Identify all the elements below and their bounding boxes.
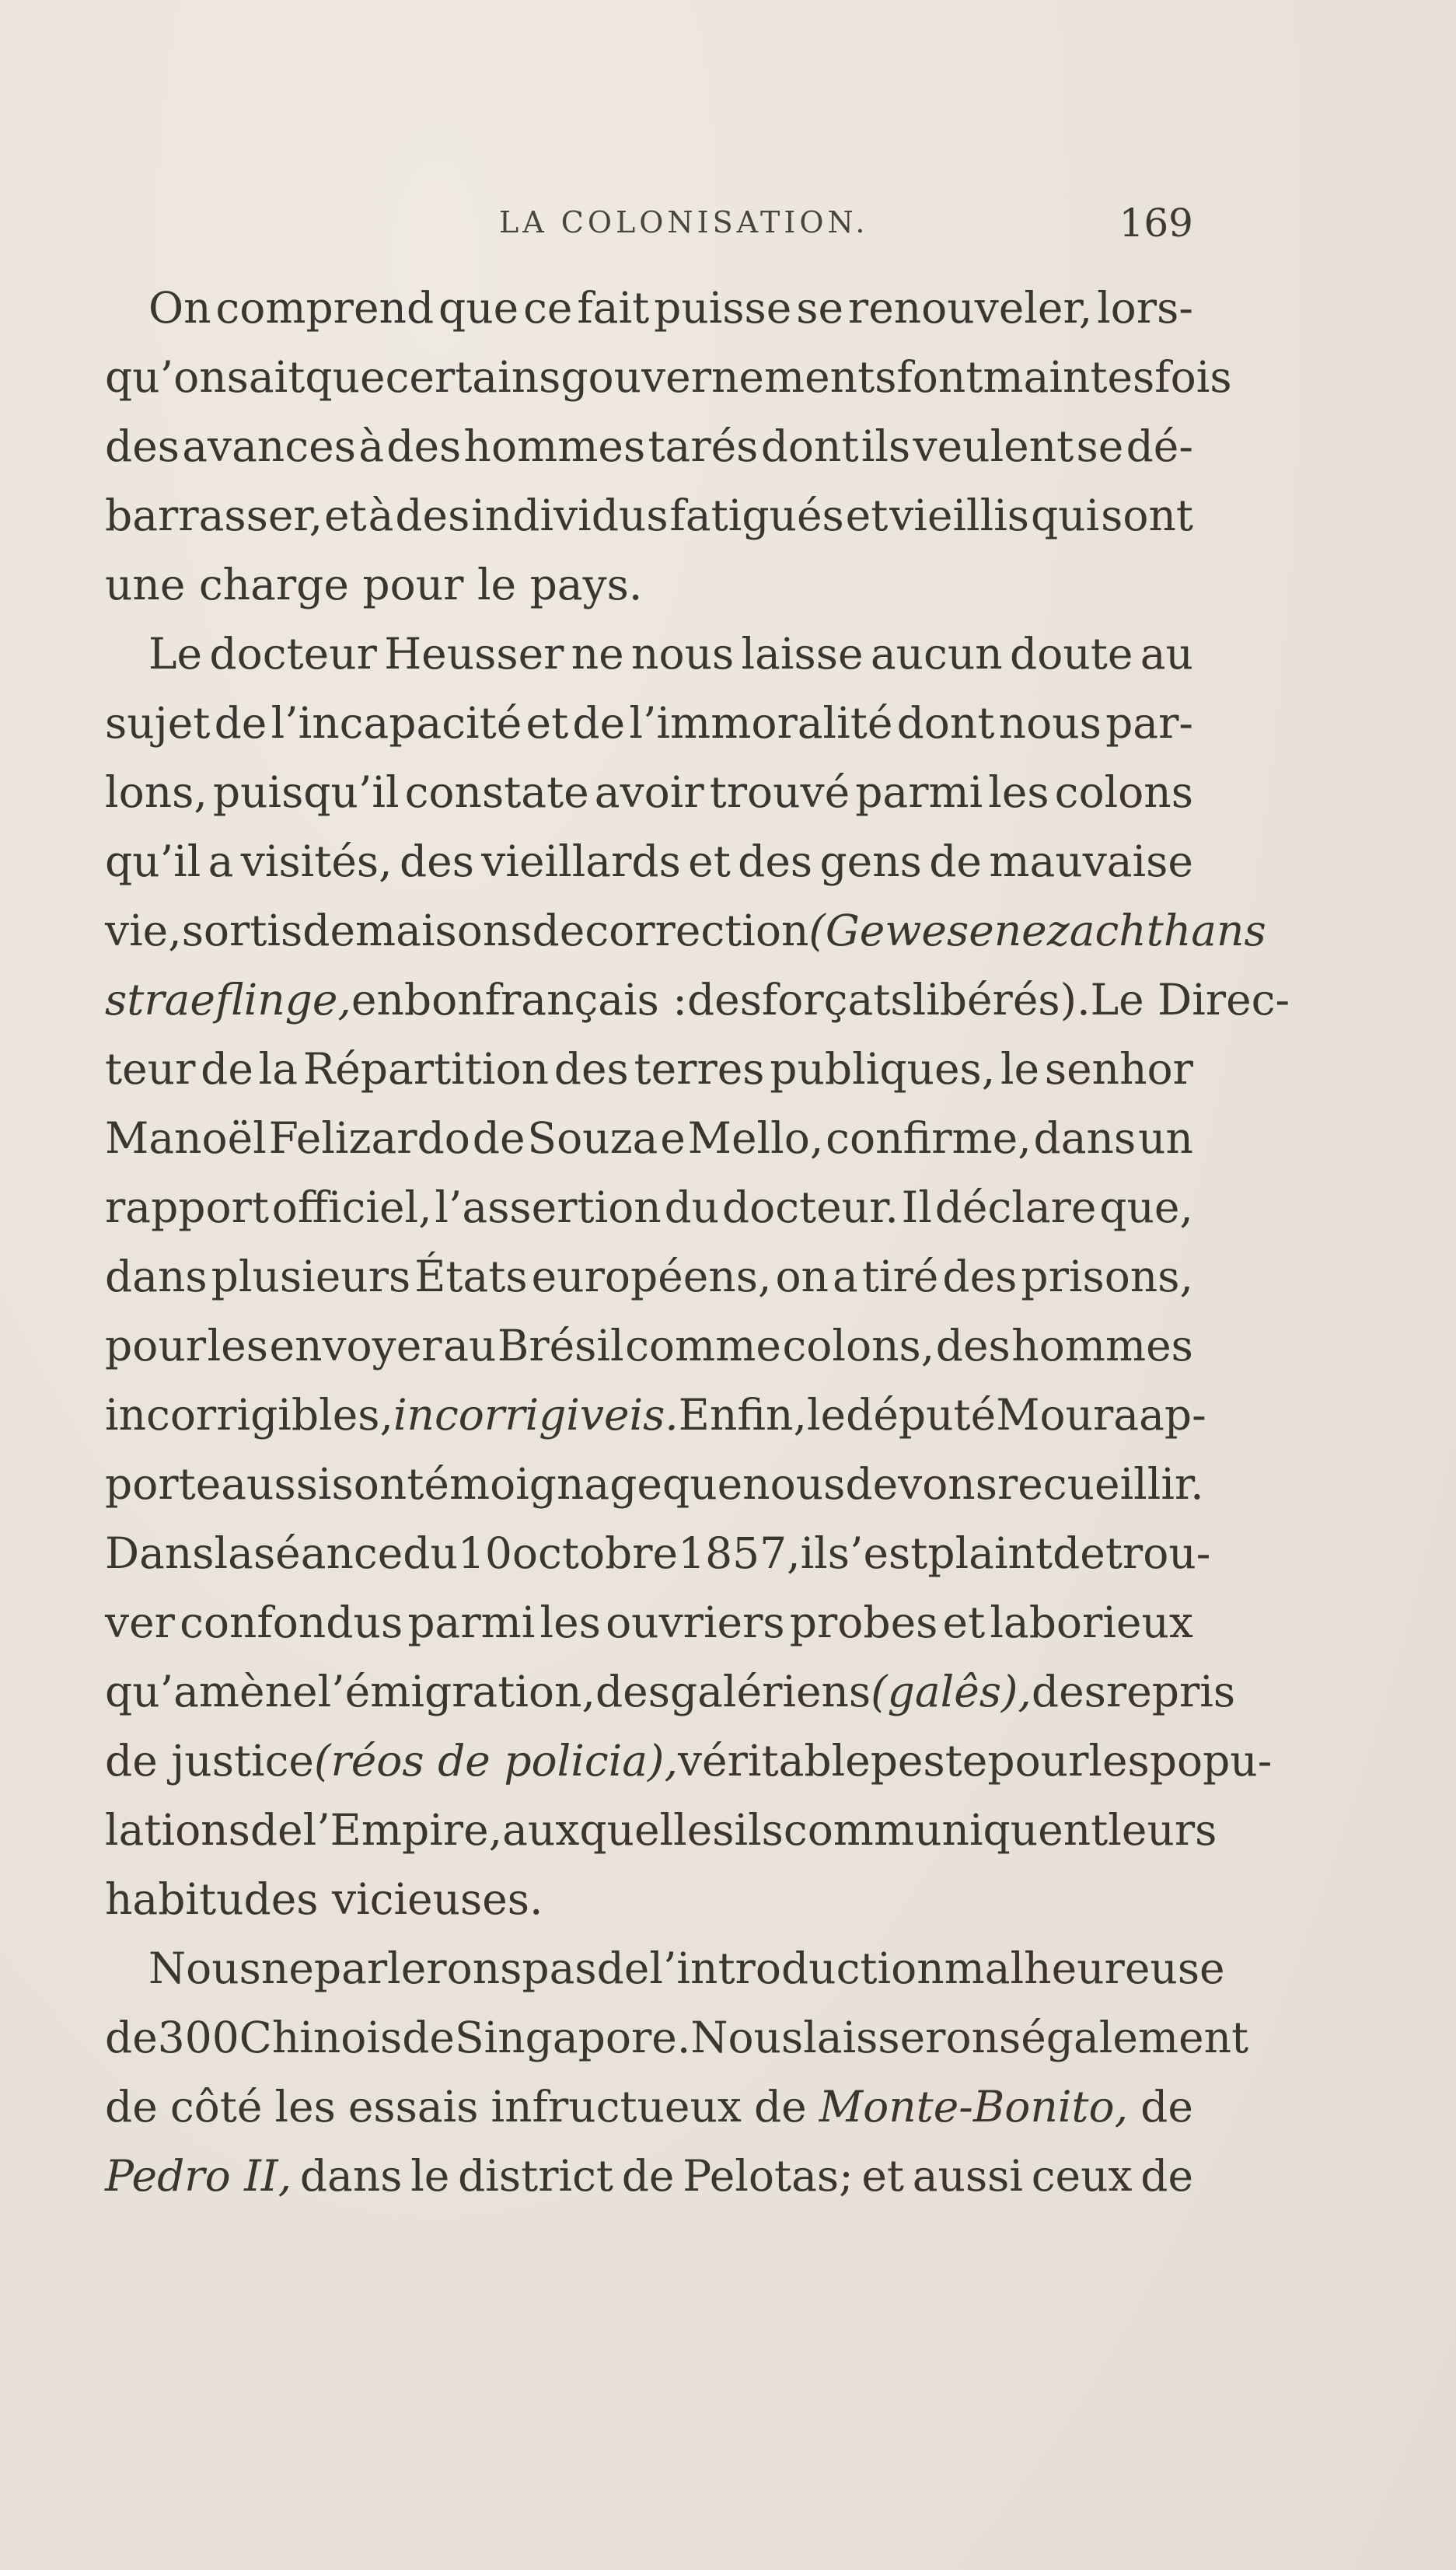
word: séance [253, 1528, 403, 1578]
word: dans [299, 2151, 403, 2201]
word: parmi [407, 1598, 536, 1647]
word: e [660, 1113, 686, 1163]
word: 300 [157, 2013, 239, 2062]
word: ce [523, 283, 573, 333]
text-line [105, 1588, 1193, 1657]
word: Le [148, 629, 203, 679]
word: nous [631, 629, 735, 679]
word: qu’on [105, 352, 227, 402]
word: auxquelles [502, 1805, 735, 1855]
word: que [305, 352, 386, 402]
word: Il [901, 1182, 932, 1232]
word: pour [105, 1321, 207, 1371]
word: des [595, 1667, 670, 1716]
word: Singapore. [454, 2013, 691, 2062]
word: de [753, 2082, 807, 2132]
word: vie, [105, 906, 182, 955]
word: l’introduction [649, 1943, 944, 1993]
word: des [738, 836, 813, 886]
word: hommes [463, 421, 646, 471]
word: Heusser [384, 629, 564, 679]
text-line [105, 481, 1193, 550]
text-line [105, 758, 1193, 827]
word: individus [471, 491, 669, 540]
word: a [208, 836, 234, 886]
word: ceux [1031, 2151, 1133, 2201]
word: et [688, 836, 731, 886]
text-line [105, 1104, 1193, 1173]
word: l’incapacité [271, 698, 522, 748]
word: (galês), [871, 1667, 1032, 1716]
word: Mello, [687, 1113, 824, 1163]
word: Manoël [105, 1113, 267, 1163]
text-line [105, 1727, 1273, 1796]
word: incorrigibles, [105, 1390, 393, 1440]
word: galériens [669, 1667, 871, 1716]
word: les [274, 2082, 336, 2132]
word: le [806, 1390, 847, 1440]
word: député [846, 1390, 997, 1440]
text-line [105, 1519, 1211, 1588]
word: Pedro II, [105, 2151, 292, 2201]
word: les [539, 1598, 601, 1647]
word: avoir [594, 767, 704, 817]
word: On [148, 283, 211, 333]
word: Le Direc- [1090, 975, 1290, 1025]
word: déclare [934, 1182, 1097, 1232]
word: l’assertion [435, 1182, 662, 1232]
word: essais [347, 2082, 479, 2132]
word: malheureuse [944, 1943, 1225, 1993]
word: mauvaise [989, 836, 1193, 886]
word: Nous [690, 2013, 804, 2062]
word: en [351, 975, 404, 1025]
word: fois [1154, 352, 1232, 402]
word: la [214, 1528, 253, 1578]
word: l’émigration, [317, 1667, 595, 1716]
word: à [368, 491, 394, 540]
word: tarés [648, 421, 759, 471]
text-line [105, 965, 1290, 1035]
text-line [105, 1381, 1206, 1450]
word: leurs [1108, 1805, 1217, 1855]
word: de [201, 1044, 253, 1094]
text-line [105, 2003, 1249, 2072]
word: Chinois [239, 2013, 403, 2062]
word: ap- [1139, 1390, 1206, 1440]
word: des [686, 975, 762, 1025]
word: de [1140, 2151, 1193, 2201]
text-line [105, 1311, 1193, 1381]
word: colons, [782, 1321, 935, 1371]
word: infructueux [491, 2082, 742, 2132]
word: le [1000, 1044, 1040, 1094]
word: du [403, 1528, 458, 1578]
text-line [105, 1173, 1193, 1242]
word: dans [1033, 1113, 1137, 1163]
text-line [105, 1450, 1204, 1519]
word: et [845, 491, 889, 540]
word: ver [105, 1598, 175, 1647]
word: sait [226, 352, 306, 402]
word: au [1140, 629, 1193, 679]
page-header [105, 201, 1193, 263]
text-line [105, 343, 1232, 412]
text-line [105, 1796, 1217, 1865]
word: dé- [1126, 421, 1193, 471]
word: également [1021, 2013, 1249, 2062]
word: confirme, [826, 1113, 1032, 1163]
word: Pelotas; [683, 2151, 854, 2201]
word: devons [845, 1459, 997, 1509]
word: et [525, 698, 569, 748]
word: qu’amène [105, 1667, 318, 1716]
text-line [105, 1242, 1193, 1311]
word: aucun [870, 629, 1003, 679]
word: aussi [912, 2151, 1023, 2201]
word: lors- [1097, 283, 1193, 333]
word: les [207, 1321, 268, 1371]
text-line [105, 1035, 1193, 1104]
word: straeflinge, [105, 975, 351, 1025]
word: plusieurs [211, 1252, 411, 1301]
word: lations [105, 1805, 250, 1855]
word: recueillir. [997, 1459, 1204, 1509]
word: de [302, 906, 356, 955]
word: laisserons [803, 2013, 1021, 2062]
word: publiques, [770, 1044, 996, 1094]
word: bon [403, 975, 485, 1025]
text-line [105, 2142, 1193, 2211]
word: par- [1105, 698, 1193, 748]
word: aussi [221, 1459, 332, 1509]
word: s’est [827, 1528, 928, 1578]
word: Brésil [497, 1321, 624, 1371]
word: gens [819, 836, 922, 886]
word: de [1053, 1528, 1105, 1578]
word: qu’il [105, 836, 201, 886]
word: sortis [181, 906, 303, 955]
word: de [105, 2013, 158, 2062]
word: libérés). [912, 975, 1091, 1025]
text-line [105, 896, 1266, 965]
word: Enfin, [678, 1390, 807, 1440]
word: ouvriers [606, 1598, 785, 1647]
text-line [105, 1657, 1236, 1727]
text-line [105, 620, 1193, 689]
word: ne [571, 629, 624, 679]
word: les [1088, 1736, 1150, 1786]
word: senhor [1044, 1044, 1193, 1094]
paragraph [105, 274, 1232, 620]
word: vieillards [481, 836, 681, 886]
word: l’Empire, [302, 1805, 503, 1855]
word: prisons, [1021, 1252, 1193, 1301]
word: fait [577, 283, 650, 333]
word: de [929, 836, 982, 886]
word: se [1076, 421, 1124, 471]
word: communiquent [783, 1805, 1109, 1855]
paragraph [105, 620, 1290, 1934]
word: véritable [677, 1736, 871, 1786]
word: de [214, 698, 267, 748]
word: de [402, 2013, 455, 2062]
word: vieillis [889, 491, 1030, 540]
word: laborieux [990, 1598, 1193, 1647]
word: Souza [527, 1113, 658, 1163]
word: l’immoralité [629, 698, 893, 748]
word: une charge pour le pays. [105, 560, 643, 609]
word: docteur. [721, 1182, 899, 1232]
word: et [942, 1598, 986, 1647]
word: ils [861, 421, 911, 471]
word: zachthans [1046, 906, 1266, 955]
word: teur [105, 1044, 196, 1094]
word: des [553, 1044, 629, 1094]
text-line [105, 1865, 1193, 1934]
word: Dans [105, 1528, 215, 1578]
word: district [458, 2151, 613, 2201]
paragraph [105, 1934, 1249, 2211]
word: de [621, 2151, 675, 2201]
word: il [800, 1528, 828, 1578]
word: pas [522, 1943, 597, 1993]
word: puisse [654, 283, 792, 333]
word: puisqu’il [212, 767, 400, 817]
word: nous [742, 1459, 846, 1509]
word: on [775, 1252, 829, 1301]
word: font [896, 352, 983, 402]
word: ils [734, 1805, 784, 1855]
word: maintes [983, 352, 1155, 402]
word: le [410, 2151, 450, 2201]
word: doute [1010, 629, 1133, 679]
word: des [386, 421, 462, 471]
word: a [833, 1252, 858, 1301]
word: terres [634, 1044, 765, 1094]
body-text [105, 274, 1290, 2211]
word: des [935, 1321, 1011, 1371]
word: forçats [761, 975, 913, 1025]
text-line [105, 2072, 1193, 2142]
word: que [662, 1459, 743, 1509]
word: laisse [741, 629, 864, 679]
word: au [443, 1321, 497, 1371]
word: et [324, 491, 367, 540]
word: (Gewesene [808, 906, 1047, 955]
word: habitudes vicieuses. [105, 1874, 543, 1924]
word: nous [998, 698, 1102, 748]
word: des [399, 836, 474, 886]
word: du [664, 1182, 720, 1232]
word: à [358, 421, 384, 471]
word: confondus [180, 1598, 403, 1647]
text-line [105, 274, 1193, 343]
word: de [572, 698, 626, 748]
word: dont [760, 421, 859, 471]
text-line [105, 689, 1193, 758]
word: de justice [105, 1736, 314, 1786]
word: comprend [215, 283, 435, 333]
text-line [105, 1934, 1225, 2003]
word: de [596, 1943, 650, 1993]
word: et [861, 2151, 905, 2201]
page-number: 169 [1119, 201, 1193, 246]
word: les [988, 767, 1049, 817]
word: pour [987, 1736, 1089, 1786]
text-line [105, 550, 1193, 620]
word: Nous [148, 1943, 261, 1993]
word: colons [1054, 767, 1193, 817]
word: porte [105, 1459, 222, 1509]
word: tiré [861, 1252, 939, 1301]
word: des [1031, 1667, 1106, 1716]
word: rapport [105, 1182, 270, 1232]
word: un [1138, 1113, 1193, 1163]
word: repris [1105, 1667, 1236, 1716]
word: probes [789, 1598, 938, 1647]
word: Felizardo [268, 1113, 470, 1163]
word: octobre [512, 1528, 679, 1578]
word: popu- [1149, 1736, 1273, 1786]
word: 10 [457, 1528, 512, 1578]
word: renouveler, [847, 283, 1093, 333]
word: États [414, 1252, 528, 1301]
word: Monte-Bonito, [819, 2082, 1129, 2132]
word: officiel, [271, 1182, 432, 1232]
word: que [438, 283, 519, 333]
text-line [105, 827, 1193, 896]
word: Répartition [302, 1044, 549, 1094]
word: comme [625, 1321, 781, 1371]
word: sujet [105, 698, 211, 748]
word: envoyer [269, 1321, 442, 1371]
word: gouvernements [560, 352, 897, 402]
word: des [105, 421, 180, 471]
word: son [331, 1459, 407, 1509]
word: côté [169, 2082, 263, 2132]
word: ne [260, 1943, 314, 1993]
word: visités, [240, 836, 393, 886]
word: 1857, [678, 1528, 801, 1578]
word: des [942, 1252, 1018, 1301]
word: maisons [355, 906, 532, 955]
word: parmi [855, 767, 983, 817]
word: avances [182, 421, 356, 471]
word: hommes [1011, 1321, 1193, 1371]
word: de [472, 1113, 525, 1163]
word: de [532, 906, 585, 955]
word: européens, [531, 1252, 772, 1301]
text-line [105, 412, 1193, 481]
running-title: LA COLONISATION. [499, 205, 869, 239]
word: trou- [1105, 1528, 1211, 1578]
word: lons, [105, 767, 208, 817]
word: que, [1099, 1182, 1193, 1232]
word: de [105, 2082, 158, 2132]
word: de [250, 1805, 303, 1855]
word: sont [1101, 491, 1193, 540]
word: fatigués [669, 491, 844, 540]
word: français : [484, 975, 687, 1025]
word: constate [404, 767, 589, 817]
word: témoignage [407, 1459, 662, 1509]
word: parlerons [313, 1943, 522, 1993]
word: de [1140, 2082, 1193, 2132]
word: certains [385, 352, 561, 402]
word: qui [1030, 491, 1100, 540]
word: Moura [996, 1390, 1140, 1440]
word: la [258, 1044, 299, 1094]
word: se [796, 283, 844, 333]
word: des [395, 491, 470, 540]
word: veulent [913, 421, 1074, 471]
word: barrasser, [105, 491, 323, 540]
word: plaint [927, 1528, 1053, 1578]
word: (réos de policia), [313, 1736, 678, 1786]
word: dans [105, 1252, 208, 1301]
word: correction [585, 906, 809, 955]
word: docteur [209, 629, 377, 679]
word: dont [896, 698, 995, 748]
word: trouvé [709, 767, 850, 817]
word: incorrigiveis. [393, 1390, 679, 1440]
word: peste [870, 1736, 988, 1786]
